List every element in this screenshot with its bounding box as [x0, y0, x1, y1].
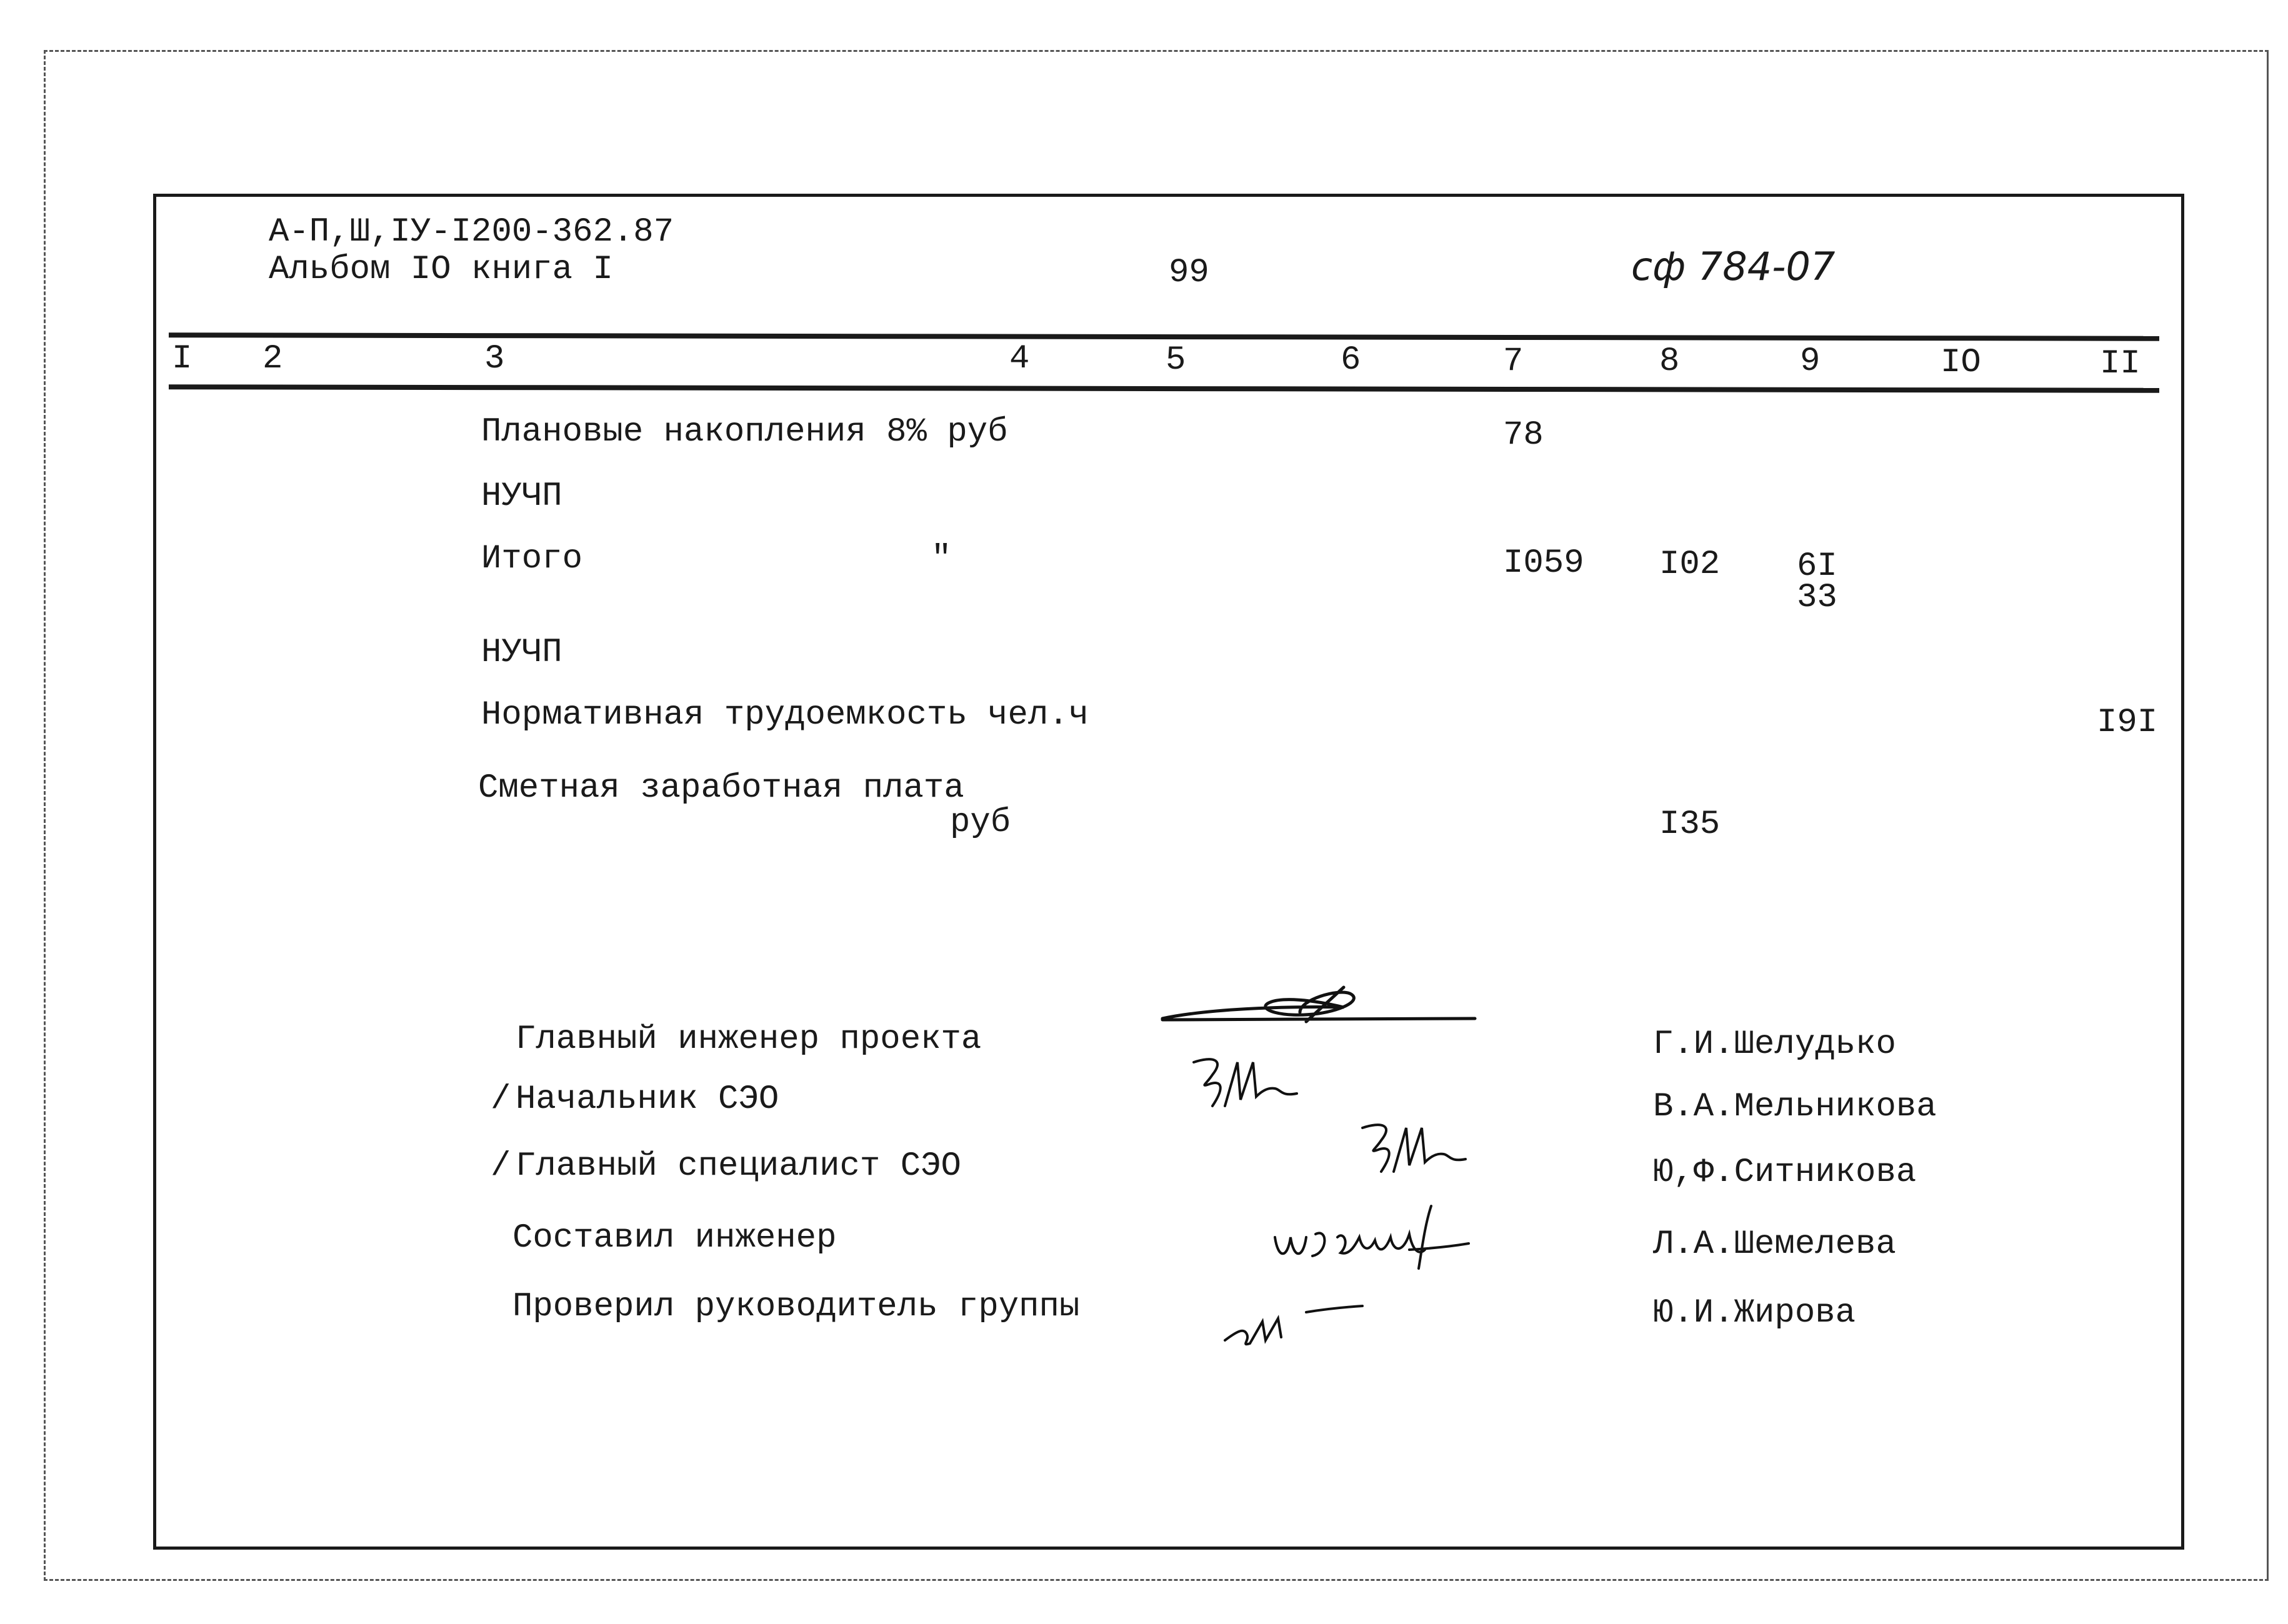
column-number: 2 — [262, 340, 283, 378]
row-label-labor-intensity: Нормативная трудоемкость чел.ч — [481, 696, 1089, 734]
signatory-name: В.А.Мельникова — [1653, 1088, 1937, 1126]
column-number: 7 — [1503, 342, 1524, 381]
signatory-position: Главный инженер проекта — [516, 1020, 982, 1059]
signatory-name: Г.И.Шелудько — [1653, 1025, 1896, 1064]
signature-chief-engineer — [1156, 975, 1481, 1044]
stamp-code: сф 784-07 — [1631, 244, 1836, 289]
cell-value: 33 — [1797, 579, 1837, 617]
row-label-nuchp: НУЧП — [481, 477, 562, 516]
cell-value: I02 — [1659, 545, 1721, 584]
signatory-name: Ю,Ф.Ситникова — [1653, 1153, 1917, 1192]
signature-engineer — [1269, 1200, 1475, 1275]
album-label: Альбом IO книга I — [269, 251, 613, 289]
cell-value: 78 — [1503, 416, 1544, 454]
cell-value: I9I — [2097, 704, 2158, 742]
column-number: IO — [1941, 344, 1981, 382]
signature-head-seo — [1187, 1050, 1312, 1118]
column-number: 8 — [1659, 342, 1680, 381]
column-number: 9 — [1800, 342, 1821, 381]
unit-label: руб — [950, 804, 1011, 842]
column-number: 6 — [1341, 341, 1361, 379]
signature-chief-specialist — [1356, 1115, 1481, 1184]
sheet-frame — [153, 194, 2184, 1550]
check-mark: / — [491, 1147, 511, 1185]
cell-value: 6I — [1797, 547, 1837, 585]
signatory-position: Начальник СЭО — [516, 1080, 779, 1118]
signatory-position: Проверил руководитель группы — [512, 1288, 1080, 1326]
ditto-mark: " — [931, 540, 952, 578]
column-number: 4 — [1009, 340, 1030, 378]
signature-group-leader — [1219, 1293, 1369, 1356]
row-label-nuchp: НУЧП — [481, 634, 562, 672]
check-mark: / — [491, 1080, 511, 1118]
signatory-position: Главный специалист СЭО — [516, 1147, 961, 1185]
row-label-estimated-wages: Сметная заработная плата — [478, 769, 964, 807]
row-label-total: Итого — [481, 540, 583, 578]
page-number: 99 — [1169, 254, 1209, 292]
column-number: I — [172, 340, 192, 378]
row-label-planned-savings: Плановые накопления 8% руб — [481, 413, 1008, 451]
column-number: 3 — [484, 340, 505, 378]
document-code: А-П,Ш,IУ-I200-362.87 — [269, 213, 674, 251]
signatory-position: Составил инженер — [512, 1219, 837, 1257]
cell-value: I059 — [1503, 544, 1584, 582]
column-number: II — [2100, 345, 2141, 383]
signatory-name: Ю.И.Жирова — [1653, 1294, 1856, 1332]
cell-value: I35 — [1659, 805, 1721, 844]
column-number: 5 — [1166, 341, 1186, 379]
signatory-name: Л.А.Шемелева — [1653, 1225, 1896, 1263]
